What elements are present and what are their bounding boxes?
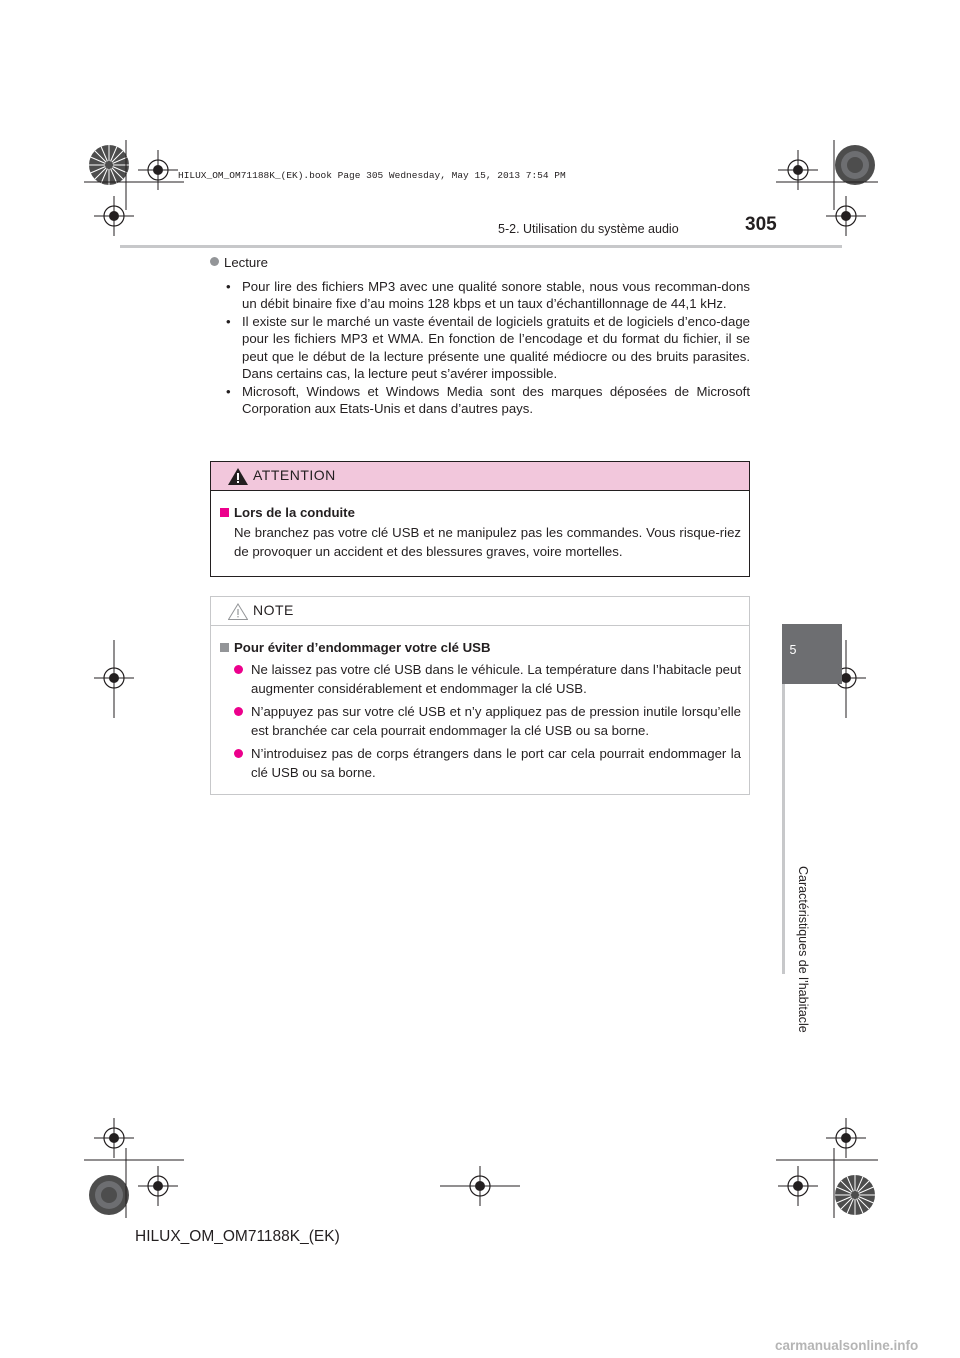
section-title: 5-2. Utilisation du système audio — [498, 222, 679, 236]
magenta-bullet-icon — [234, 749, 243, 758]
magenta-square-icon — [220, 508, 229, 517]
note-item-text: N’appuyez pas sur votre clé USB et n’y appliquez pas de pression inutile lorsqu’elle est branchée car cela pourrait endommager la clé USB ou sa borne. — [251, 703, 741, 738]
list-item — [210, 313, 750, 383]
note-title-text: Pour éviter d’endommager votre clé USB — [234, 640, 491, 655]
chapter-number: 5 — [789, 643, 797, 657]
gray-square-icon — [220, 643, 229, 652]
list-item-text: Il existe sur le marché un vaste éventail de logiciels gratuits et de logiciels d’enco-dage pour les fichiers MP3 et WMA. En fonction de l’encodage et du format du fichier, il se peut que le début de la lecture présente une qualité médiocre ou des bruits parasites. Dans certains cas, la lecture peut s’avérer impossible. — [242, 313, 750, 381]
list-item — [220, 660, 741, 699]
note-box — [210, 596, 750, 795]
footer-code: HILUX_OM_OM71188K_(EK) — [135, 1228, 340, 1245]
bullet-marker: • — [226, 383, 231, 399]
bullet-marker: • — [226, 313, 231, 329]
magenta-bullet-icon — [234, 665, 243, 674]
attention-body — [211, 491, 749, 562]
bullet-marker: • — [226, 278, 231, 294]
lecture-list — [210, 278, 750, 418]
lecture-section — [210, 254, 750, 418]
note-body — [211, 626, 749, 783]
attention-label: ATTENTION — [253, 467, 336, 483]
note-item-text: N’introduisez pas de corps étrangers dans le port car cela pourrait endommager la clé USB ou sa borne. — [251, 745, 741, 780]
list-item — [210, 383, 750, 418]
attention-header — [211, 462, 749, 491]
note-item-text: Ne laissez pas votre clé USB dans le véhicule. La température dans l’habitacle peut augmenter considérablement et endommager la clé USB. — [251, 661, 741, 696]
magenta-bullet-icon — [234, 707, 243, 716]
warning-triangle-icon — [228, 468, 248, 490]
caution-triangle-icon — [228, 603, 248, 625]
list-item-text: Pour lire des fichiers MP3 avec une qualité sonore stable, nous vous recomman-dons un débit binaire fixe d’au moins 128 kbps et un taux d’échantillonnage de 44,1 kHz. — [242, 278, 750, 311]
note-header — [211, 597, 749, 626]
list-item-text: Microsoft, Windows et Windows Media sont des marques déposées de Microsoft Corporation aux Etats-Unis et dans d’autres pays. — [242, 383, 750, 416]
chapter-title: Caractéristiques de l’habitacle — [796, 866, 810, 1033]
header-rule — [120, 245, 842, 248]
lecture-heading — [210, 254, 750, 272]
chapter-tab-rule — [782, 684, 785, 974]
gray-bullet-icon — [210, 257, 219, 266]
note-label: NOTE — [253, 602, 294, 618]
list-item — [210, 278, 750, 313]
attention-text: Ne branchez pas votre clé USB et ne manipulez pas les commandes. Vous risque-riez de provoquer un accident et des blessures graves, voire mortelles. — [234, 524, 741, 559]
list-item — [220, 744, 741, 783]
page-number: 305 — [745, 214, 777, 235]
attention-title — [220, 503, 741, 523]
file-info: HILUX_OM_OM71188K_(EK).book Page 305 Wednesday, May 15, 2013 7:54 PM — [178, 170, 566, 181]
list-item — [220, 702, 741, 741]
note-title — [220, 638, 741, 658]
lecture-heading-text: Lecture — [224, 255, 268, 270]
watermark: carmanualsonline.info — [775, 1338, 919, 1353]
attention-title-text: Lors de la conduite — [234, 505, 355, 520]
attention-box — [210, 461, 750, 577]
